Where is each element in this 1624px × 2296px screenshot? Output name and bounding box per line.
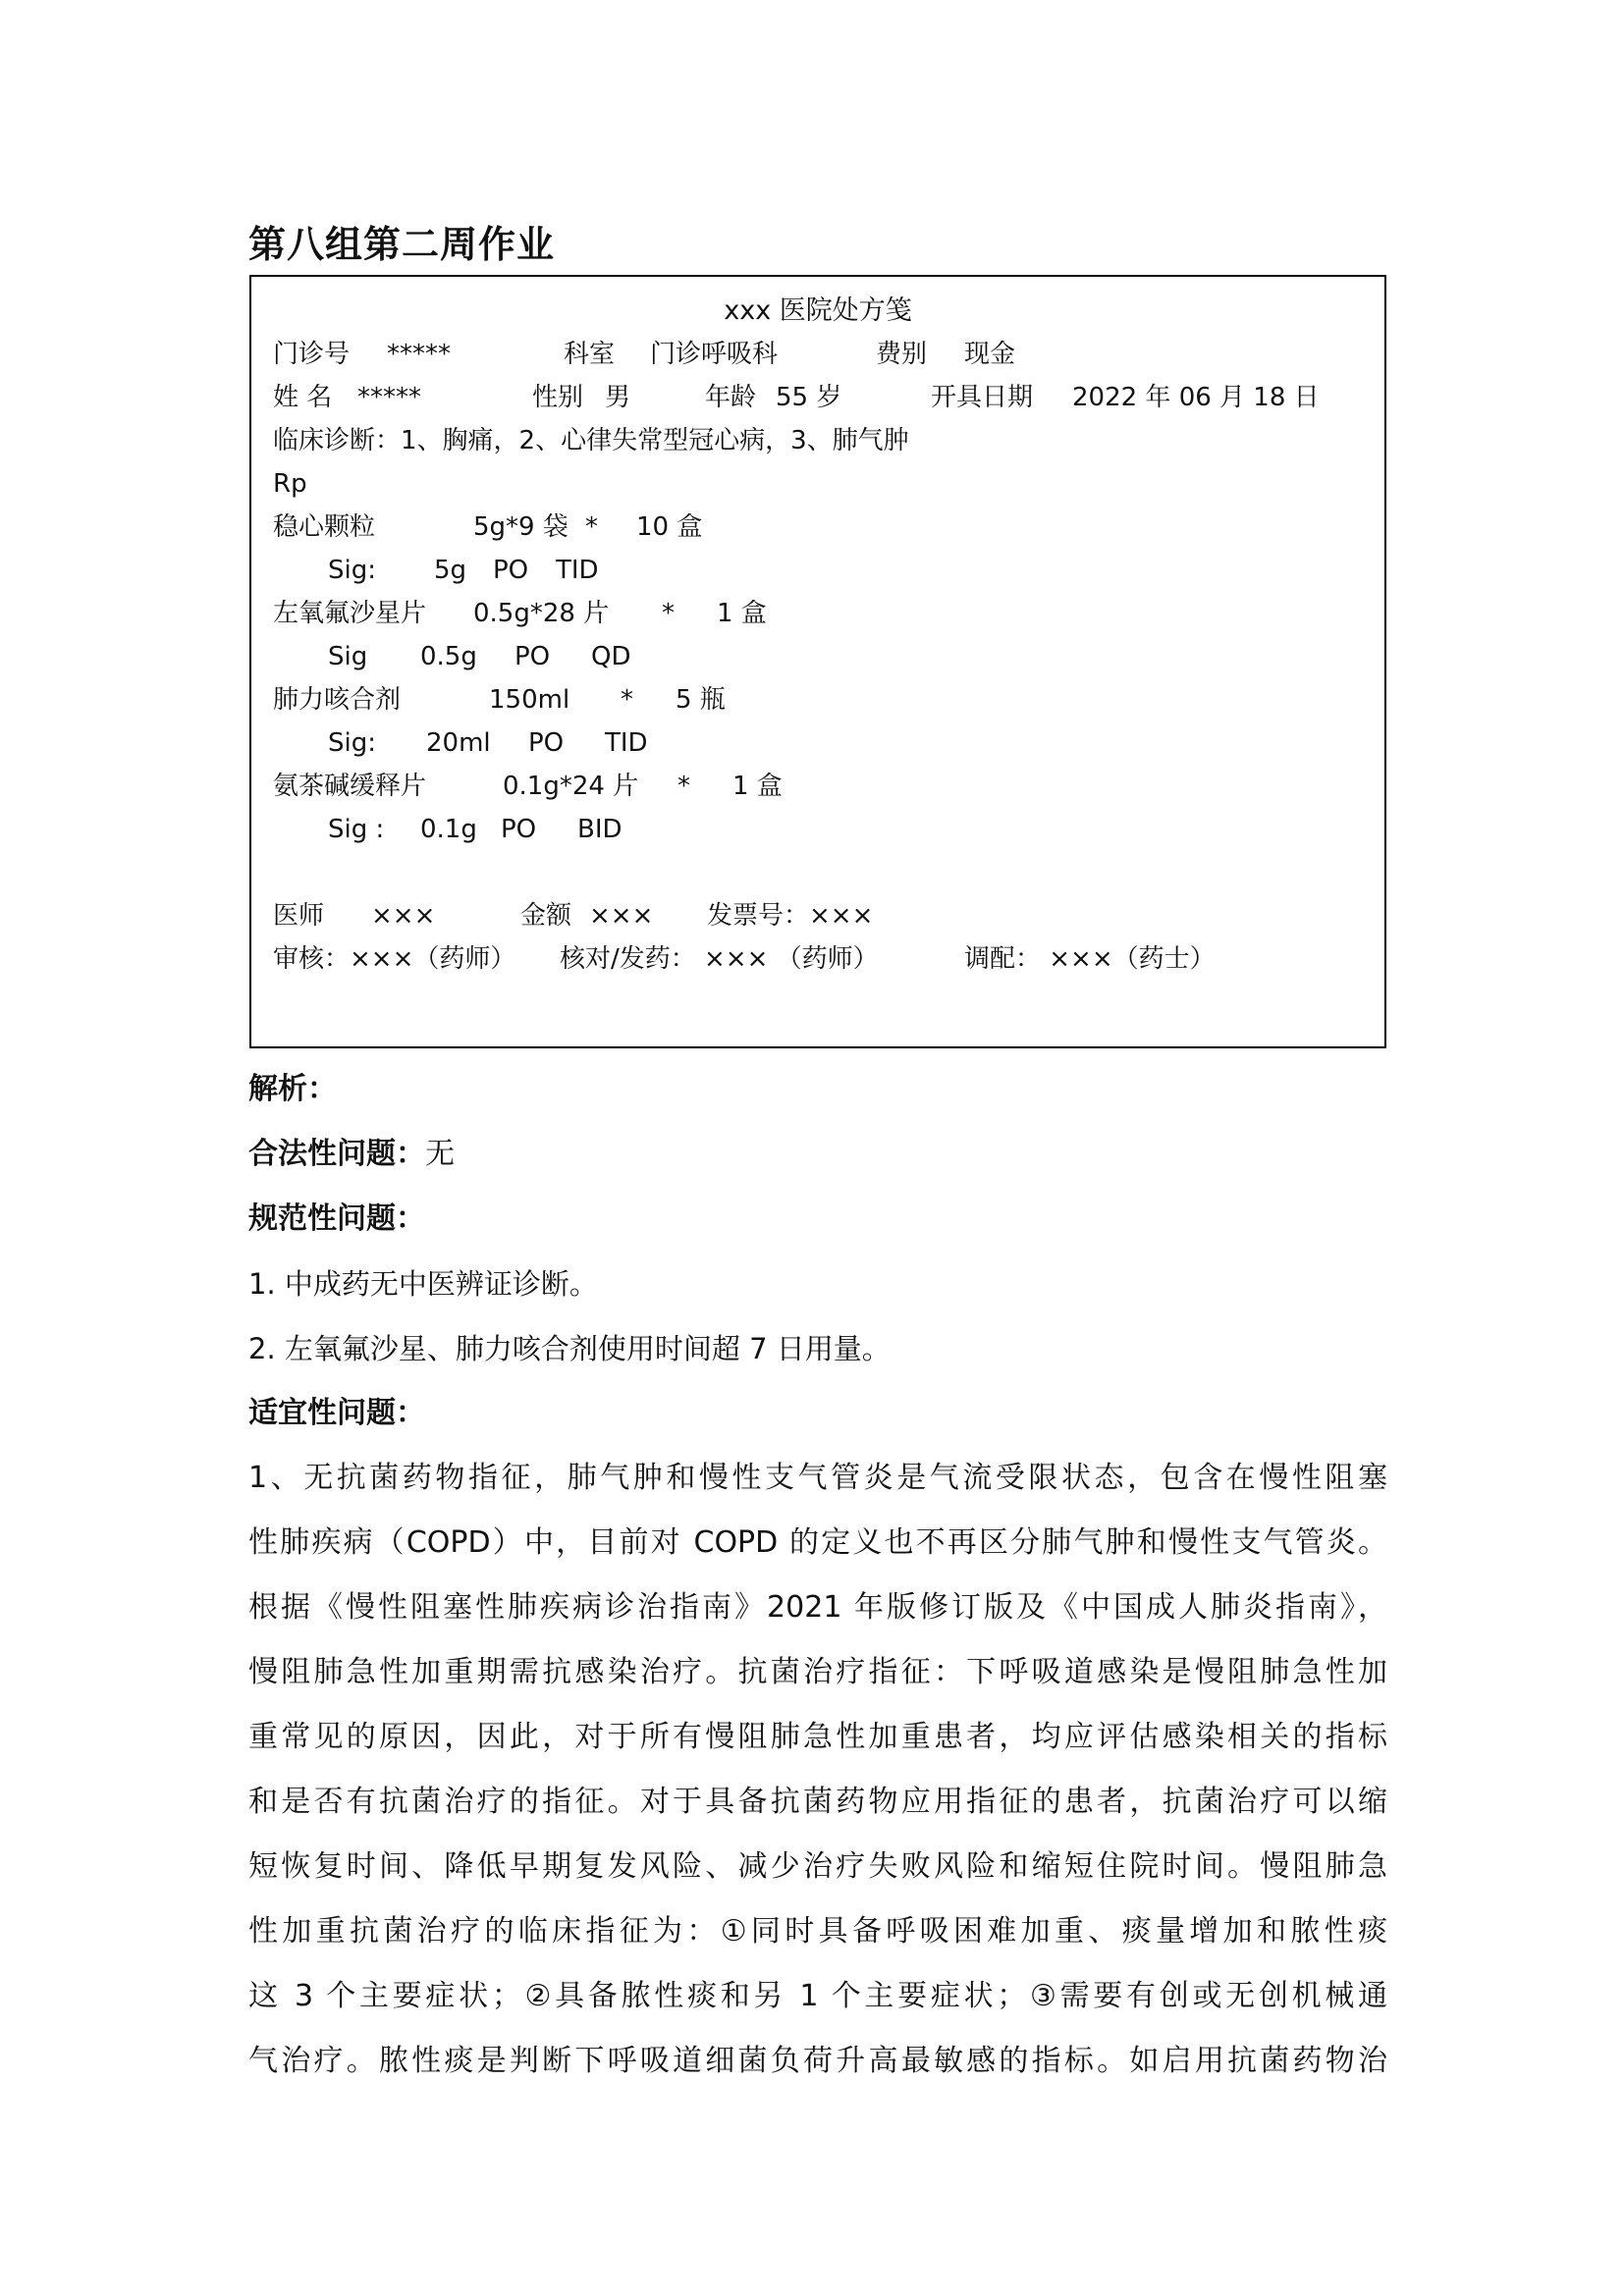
suitability-paragraph-line: 短恢复时间、降低早期复发风险、减少治疗失败风险和缩短住院时间。慢阻肺急: [248, 1849, 1387, 1884]
prescription-box: [249, 275, 1386, 1048]
standard-heading: 规范性问题：: [248, 1201, 425, 1236]
drug-qty: 1 盒: [717, 599, 767, 628]
sig-freq: QD: [591, 642, 631, 671]
drug-spec: 150ml: [489, 685, 570, 715]
sig-dose: 20ml: [426, 728, 491, 758]
drug-star: *: [585, 512, 598, 542]
date-value: 2022 年 06 月 18 日: [1072, 383, 1320, 412]
sig-route: PO: [501, 815, 537, 844]
fee-label: 费别: [876, 340, 928, 369]
sig-dose: 0.5g: [420, 642, 477, 671]
sig-dose: 5g: [434, 556, 467, 585]
drug-spec: 0.1g*24 片: [503, 772, 639, 801]
drug-qty: 10 盒: [636, 512, 703, 542]
suitability-paragraph-line: 气治疗。脓性痰是判断下呼吸道细菌负荷升高最敏感的指标。如启用抗菌药物治: [248, 2044, 1387, 2078]
document-title: 第八组第二周作业: [248, 223, 556, 266]
analysis-heading: 解析：: [248, 1072, 337, 1106]
date-label: 开具日期: [931, 383, 1034, 412]
invoice-label: 发票号：×××: [707, 901, 874, 931]
legality-heading: [248, 1135, 455, 1174]
drug-qty: 5 瓶: [676, 685, 726, 715]
sex-label: 性别: [532, 383, 584, 412]
drug-qty: 1 盒: [732, 772, 783, 801]
drug-name: 氨茶碱缓释片: [273, 772, 427, 801]
amount-value: ×××: [589, 901, 654, 931]
review-signature: 审核：×××（药师）: [273, 944, 516, 974]
age-value: 55 岁: [776, 383, 842, 412]
fee-value: 现金: [964, 340, 1016, 369]
legality-label: 合法性问题：: [248, 1137, 425, 1171]
sig-freq: TID: [556, 556, 599, 585]
dept-value: 门诊呼吸科: [650, 340, 779, 369]
standard-item: 1. 中成药无中医辨证诊断。: [248, 1267, 598, 1301]
suitability-paragraph-line: 性肺疾病（COPD）中，目前对 COPD 的定义也不再区分肺气肿和慢性支气管炎。: [248, 1525, 1387, 1560]
drug-name: 左氧氟沙星片: [273, 599, 427, 628]
drug-spec: 5g*9 袋: [473, 512, 568, 542]
suitability-paragraph-line: 性加重抗菌治疗的临床指征为：①同时具备呼吸困难加重、痰量增加和脓性痰: [248, 1914, 1387, 1949]
clinic-no-value: *****: [387, 340, 451, 369]
suitability-paragraph-line: 1、无抗菌药物指征，肺气肿和慢性支气管炎是气流受限状态，包含在慢性阻塞: [248, 1461, 1387, 1495]
dept-label: 科室: [564, 340, 616, 369]
amount-label: 金额: [520, 901, 572, 931]
legality-value: 无: [425, 1137, 455, 1171]
sex-value: 男: [605, 383, 631, 412]
suitability-paragraph-line: 慢阻肺急性加重期需抗感染治疗。抗菌治疗指征：下呼吸道感染是慢阻肺急性加: [248, 1655, 1387, 1689]
sig-freq: BID: [577, 815, 623, 844]
name-label: 姓 名: [273, 383, 333, 412]
suitability-paragraph-line: 根据《慢性阻塞性肺疾病诊治指南》2021 年版修订版及《中国成人肺炎指南》，: [248, 1590, 1387, 1625]
doctor-value: ×××: [371, 901, 436, 931]
standard-item: 2. 左氧氟沙星、肺力咳合剂使用时间超 7 日用量。: [248, 1332, 891, 1365]
sig-route: PO: [514, 642, 551, 671]
drug-name: 肺力咳合剂: [273, 685, 402, 715]
sig-freq: TID: [605, 728, 648, 758]
drug-star: *: [662, 599, 675, 628]
sig-route: PO: [528, 728, 565, 758]
suitability-paragraph-line: 重常见的原因，因此，对于所有慢阻肺急性加重患者，均应评估感染相关的指标: [248, 1720, 1387, 1754]
suitability-paragraph-line: 这 3 个主要症状；②具备脓性痰和另 1 个主要症状；③需要有创或无创机械通: [248, 1979, 1387, 2013]
suitability-paragraph-line: 和是否有抗菌治疗的指征。对于具备抗菌药物应用指征的患者，抗菌治疗可以缩: [248, 1785, 1387, 1819]
doctor-label: 医师: [273, 901, 325, 931]
sig-route: PO: [493, 556, 529, 585]
age-label: 年龄: [705, 383, 757, 412]
rp-label: Rp: [273, 469, 307, 499]
drug-name: 稳心颗粒: [273, 512, 376, 542]
sig-label: Sig: [328, 642, 368, 671]
check-signature: 核对/发药： ××× （药师）: [560, 944, 879, 974]
sig-label: Sig:: [328, 728, 376, 758]
drug-star: *: [677, 772, 690, 801]
clinic-no-label: 门诊号: [273, 340, 351, 369]
sig-label: Sig:: [328, 556, 376, 585]
prescription-header: xxx 医院处方笺: [724, 295, 912, 326]
name-value: *****: [357, 383, 421, 412]
sig-label: Sig :: [328, 815, 385, 844]
drug-spec: 0.5g*28 片: [473, 599, 610, 628]
dispense-signature: 调配： ×××（药士）: [964, 944, 1216, 974]
sig-dose: 0.1g: [420, 815, 477, 844]
drug-star: *: [621, 685, 633, 715]
suitability-heading: 适宜性问题：: [248, 1396, 425, 1430]
diagnosis-line: 临床诊断：1、胸痛，2、心律失常型冠心病，3、肺气肿: [273, 426, 909, 455]
